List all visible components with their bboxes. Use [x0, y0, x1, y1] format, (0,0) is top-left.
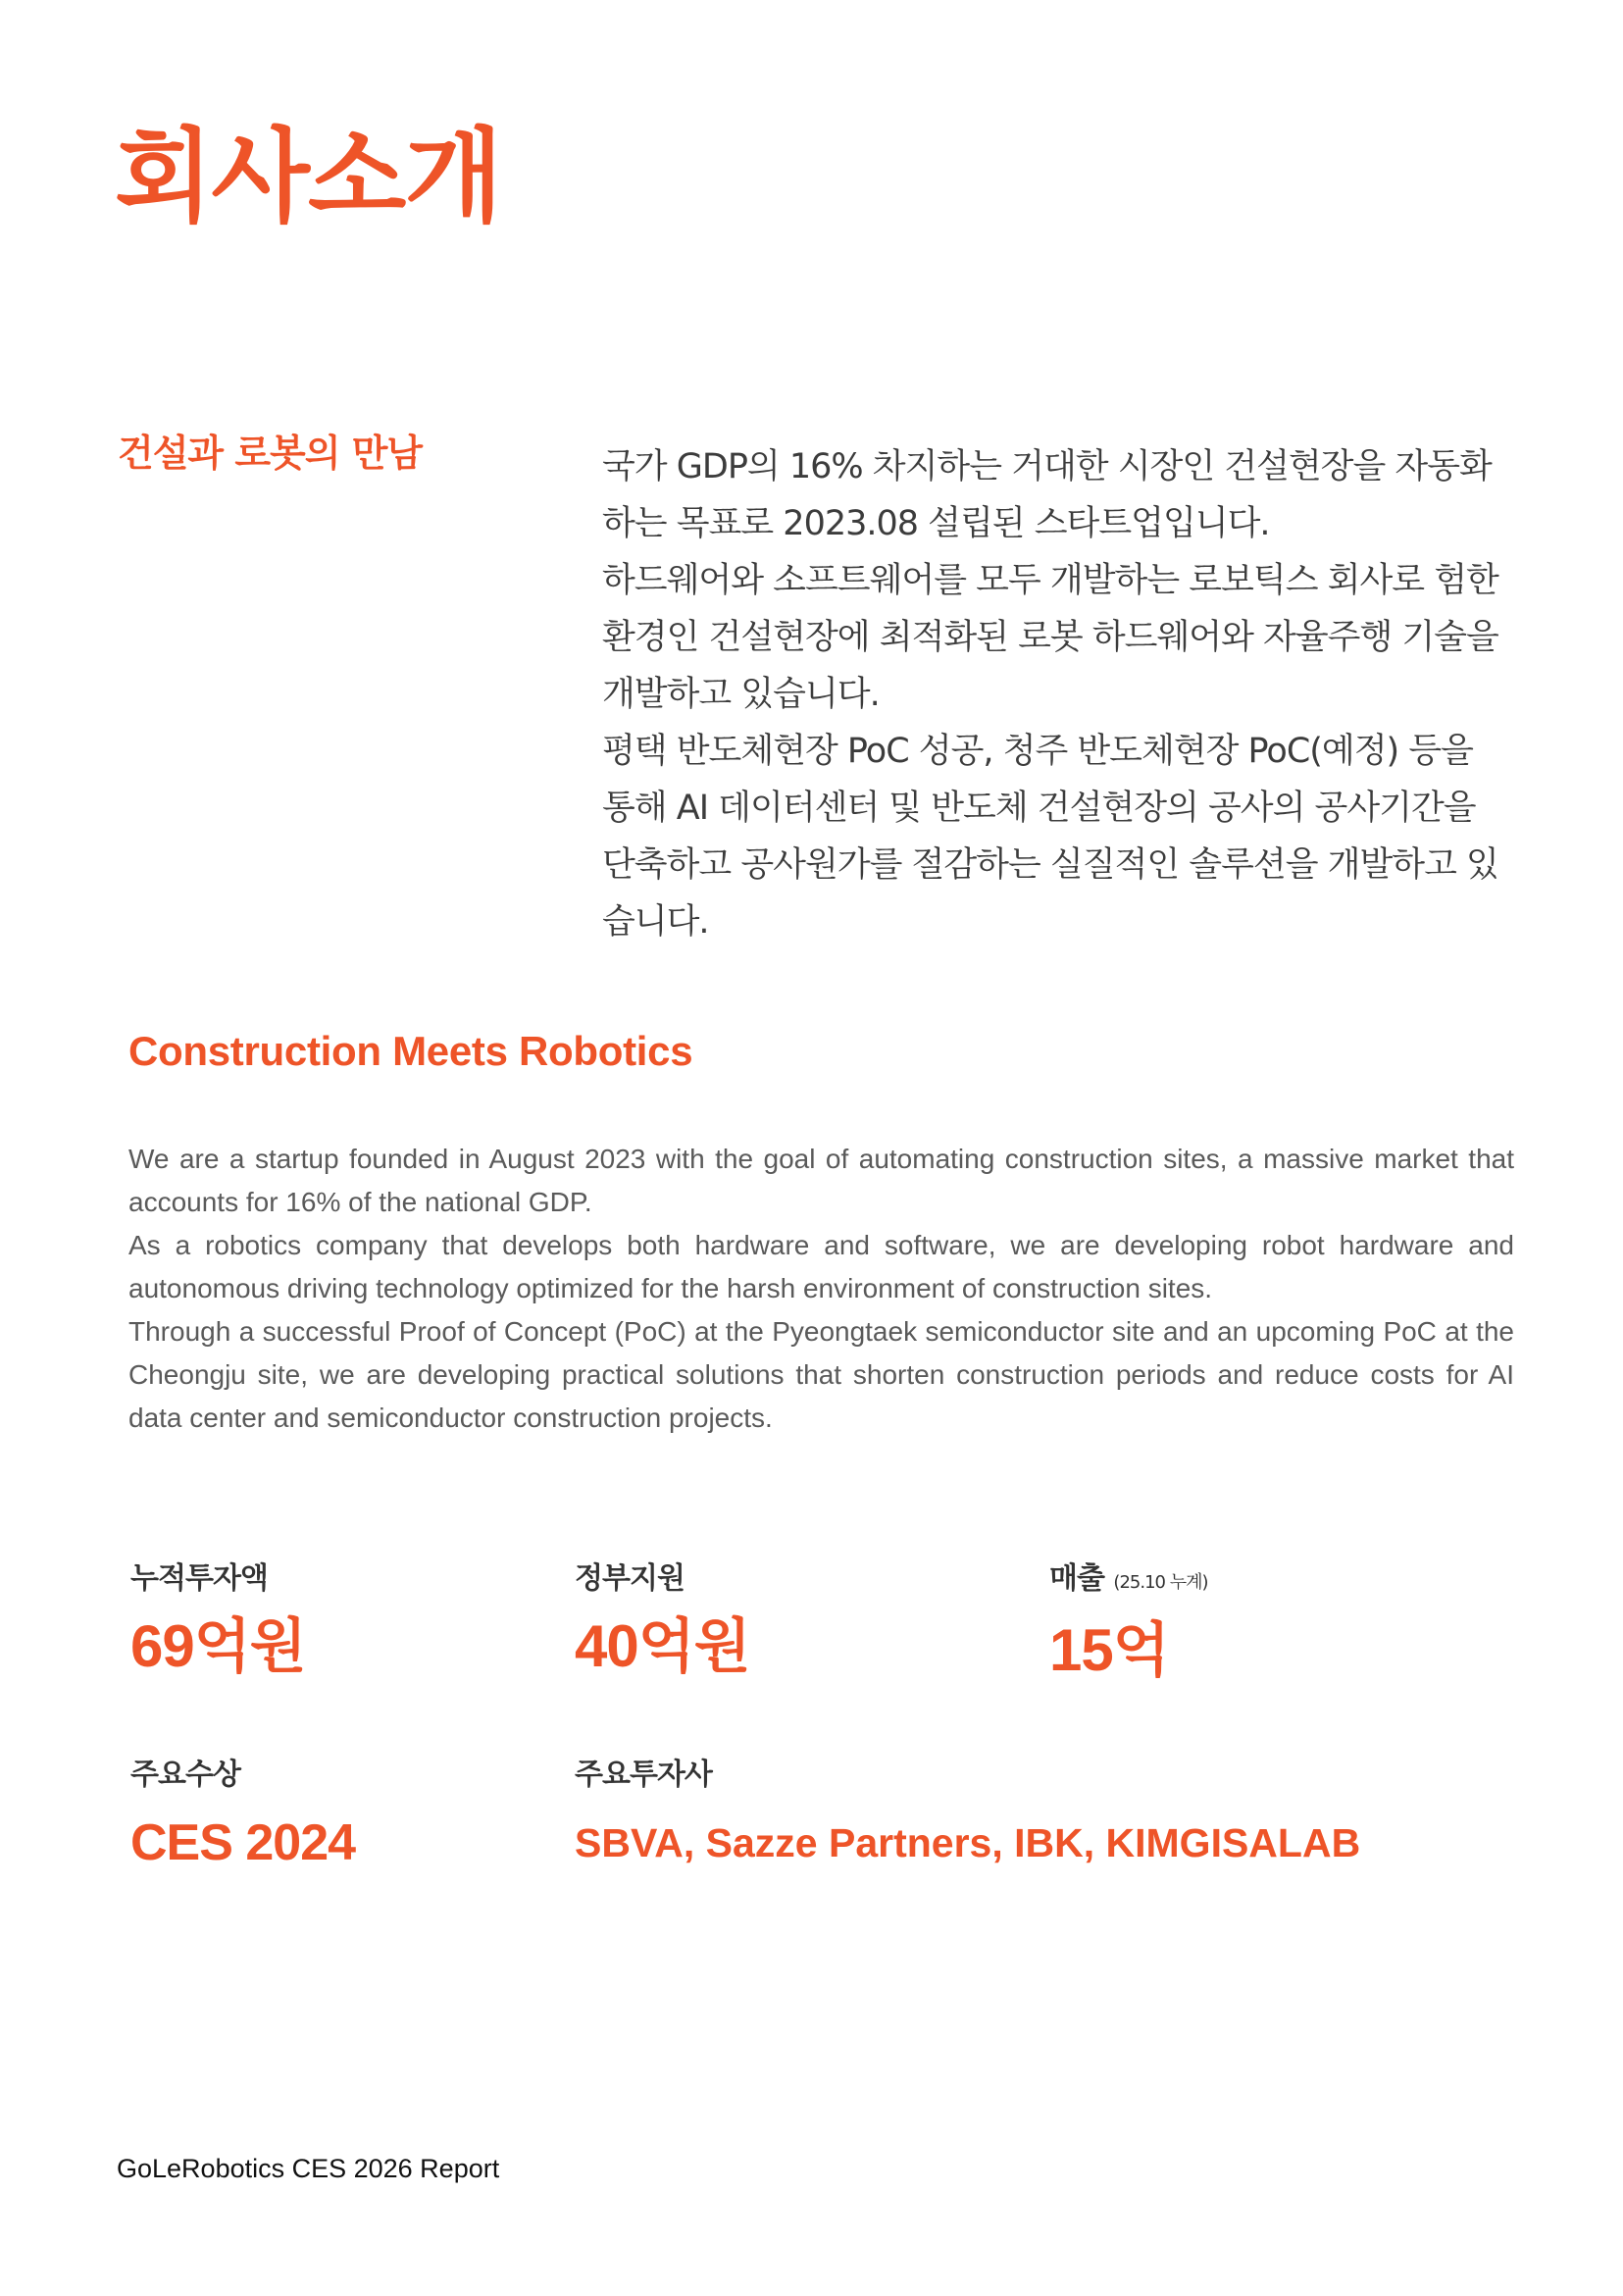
english-section-heading: Construction Meets Robotics	[128, 1028, 693, 1074]
korean-section-heading: 건설과 로봇의 만남	[118, 432, 423, 475]
stat-major-investors	[575, 1756, 1360, 1877]
stat-label: 주요투자사	[575, 1758, 712, 1792]
english-paragraph: We are a startup founded in August 2023 with the goal of automating construction sites, a massive market that accounts for 16% of the national GDP.	[128, 1144, 1514, 1217]
stat-value: 69억원	[130, 1613, 306, 1679]
stat-label: 누적투자액	[130, 1561, 268, 1596]
stat-label: 주요수상	[130, 1758, 240, 1792]
korean-paragraph: 평택 반도체현장 PoC 성공, 청주 반도체현장 PoC(예정) 등을 통해 AI 데이터센터 및 반도체 건설현장의 공사의 공사기간을 단축하고 공사원가를 절감하는 실질적인 솔루션을 개발하고 있습니다.	[602, 732, 1498, 942]
korean-paragraph: 하드웨어와 소프트웨어를 모두 개발하는 로보틱스 회사로 험한 환경인 건설현장에 최적화된 로봇 하드웨어와 자율주행 기술을 개발하고 있습니다.	[602, 561, 1498, 714]
stat-value: SBVA, Sazze Partners, IBK, KIMGISALAB	[575, 1820, 1361, 1865]
stat-note: (25.10 누계)	[1113, 1572, 1208, 1593]
page-title: 회사소개	[115, 117, 501, 236]
footer-text: GoLeRobotics CES 2026 Report	[117, 2154, 500, 2183]
stat-value: CES 2024	[130, 1814, 356, 1871]
korean-section-body	[602, 438, 1509, 950]
stat-value: 15억	[1049, 1617, 1169, 1683]
english-section-body	[128, 1138, 1514, 1440]
stat-government-support	[575, 1559, 750, 1681]
english-paragraph: Through a successful Proof of Concept (PoC) at the Pyeongtaek semiconductor site and an upcoming PoC at the Cheongju site, we are developing practical solutions that shorten construction periods and reduce costs for AI data center and semiconductor construction projects.	[128, 1316, 1514, 1433]
stat-cumulative-investment	[130, 1559, 306, 1681]
stat-major-award	[130, 1756, 355, 1877]
korean-paragraph: 국가 GDP의 16% 차지하는 거대한 시장인 건설현장을 자동화하는 목표로 2023.08 설립된 스타트업입니다.	[602, 447, 1492, 543]
stat-revenue	[1049, 1559, 1208, 1685]
stat-label-row	[1049, 1559, 1208, 1603]
stat-value: 40억원	[575, 1613, 750, 1679]
stat-label: 정부지원	[575, 1561, 685, 1596]
stat-label: 매출	[1049, 1561, 1104, 1596]
english-paragraph: As a robotics company that develops both hardware and software, we are developing robot hardware and autonomous driving technology optimized for the harsh environment of construction sites.	[128, 1230, 1514, 1303]
